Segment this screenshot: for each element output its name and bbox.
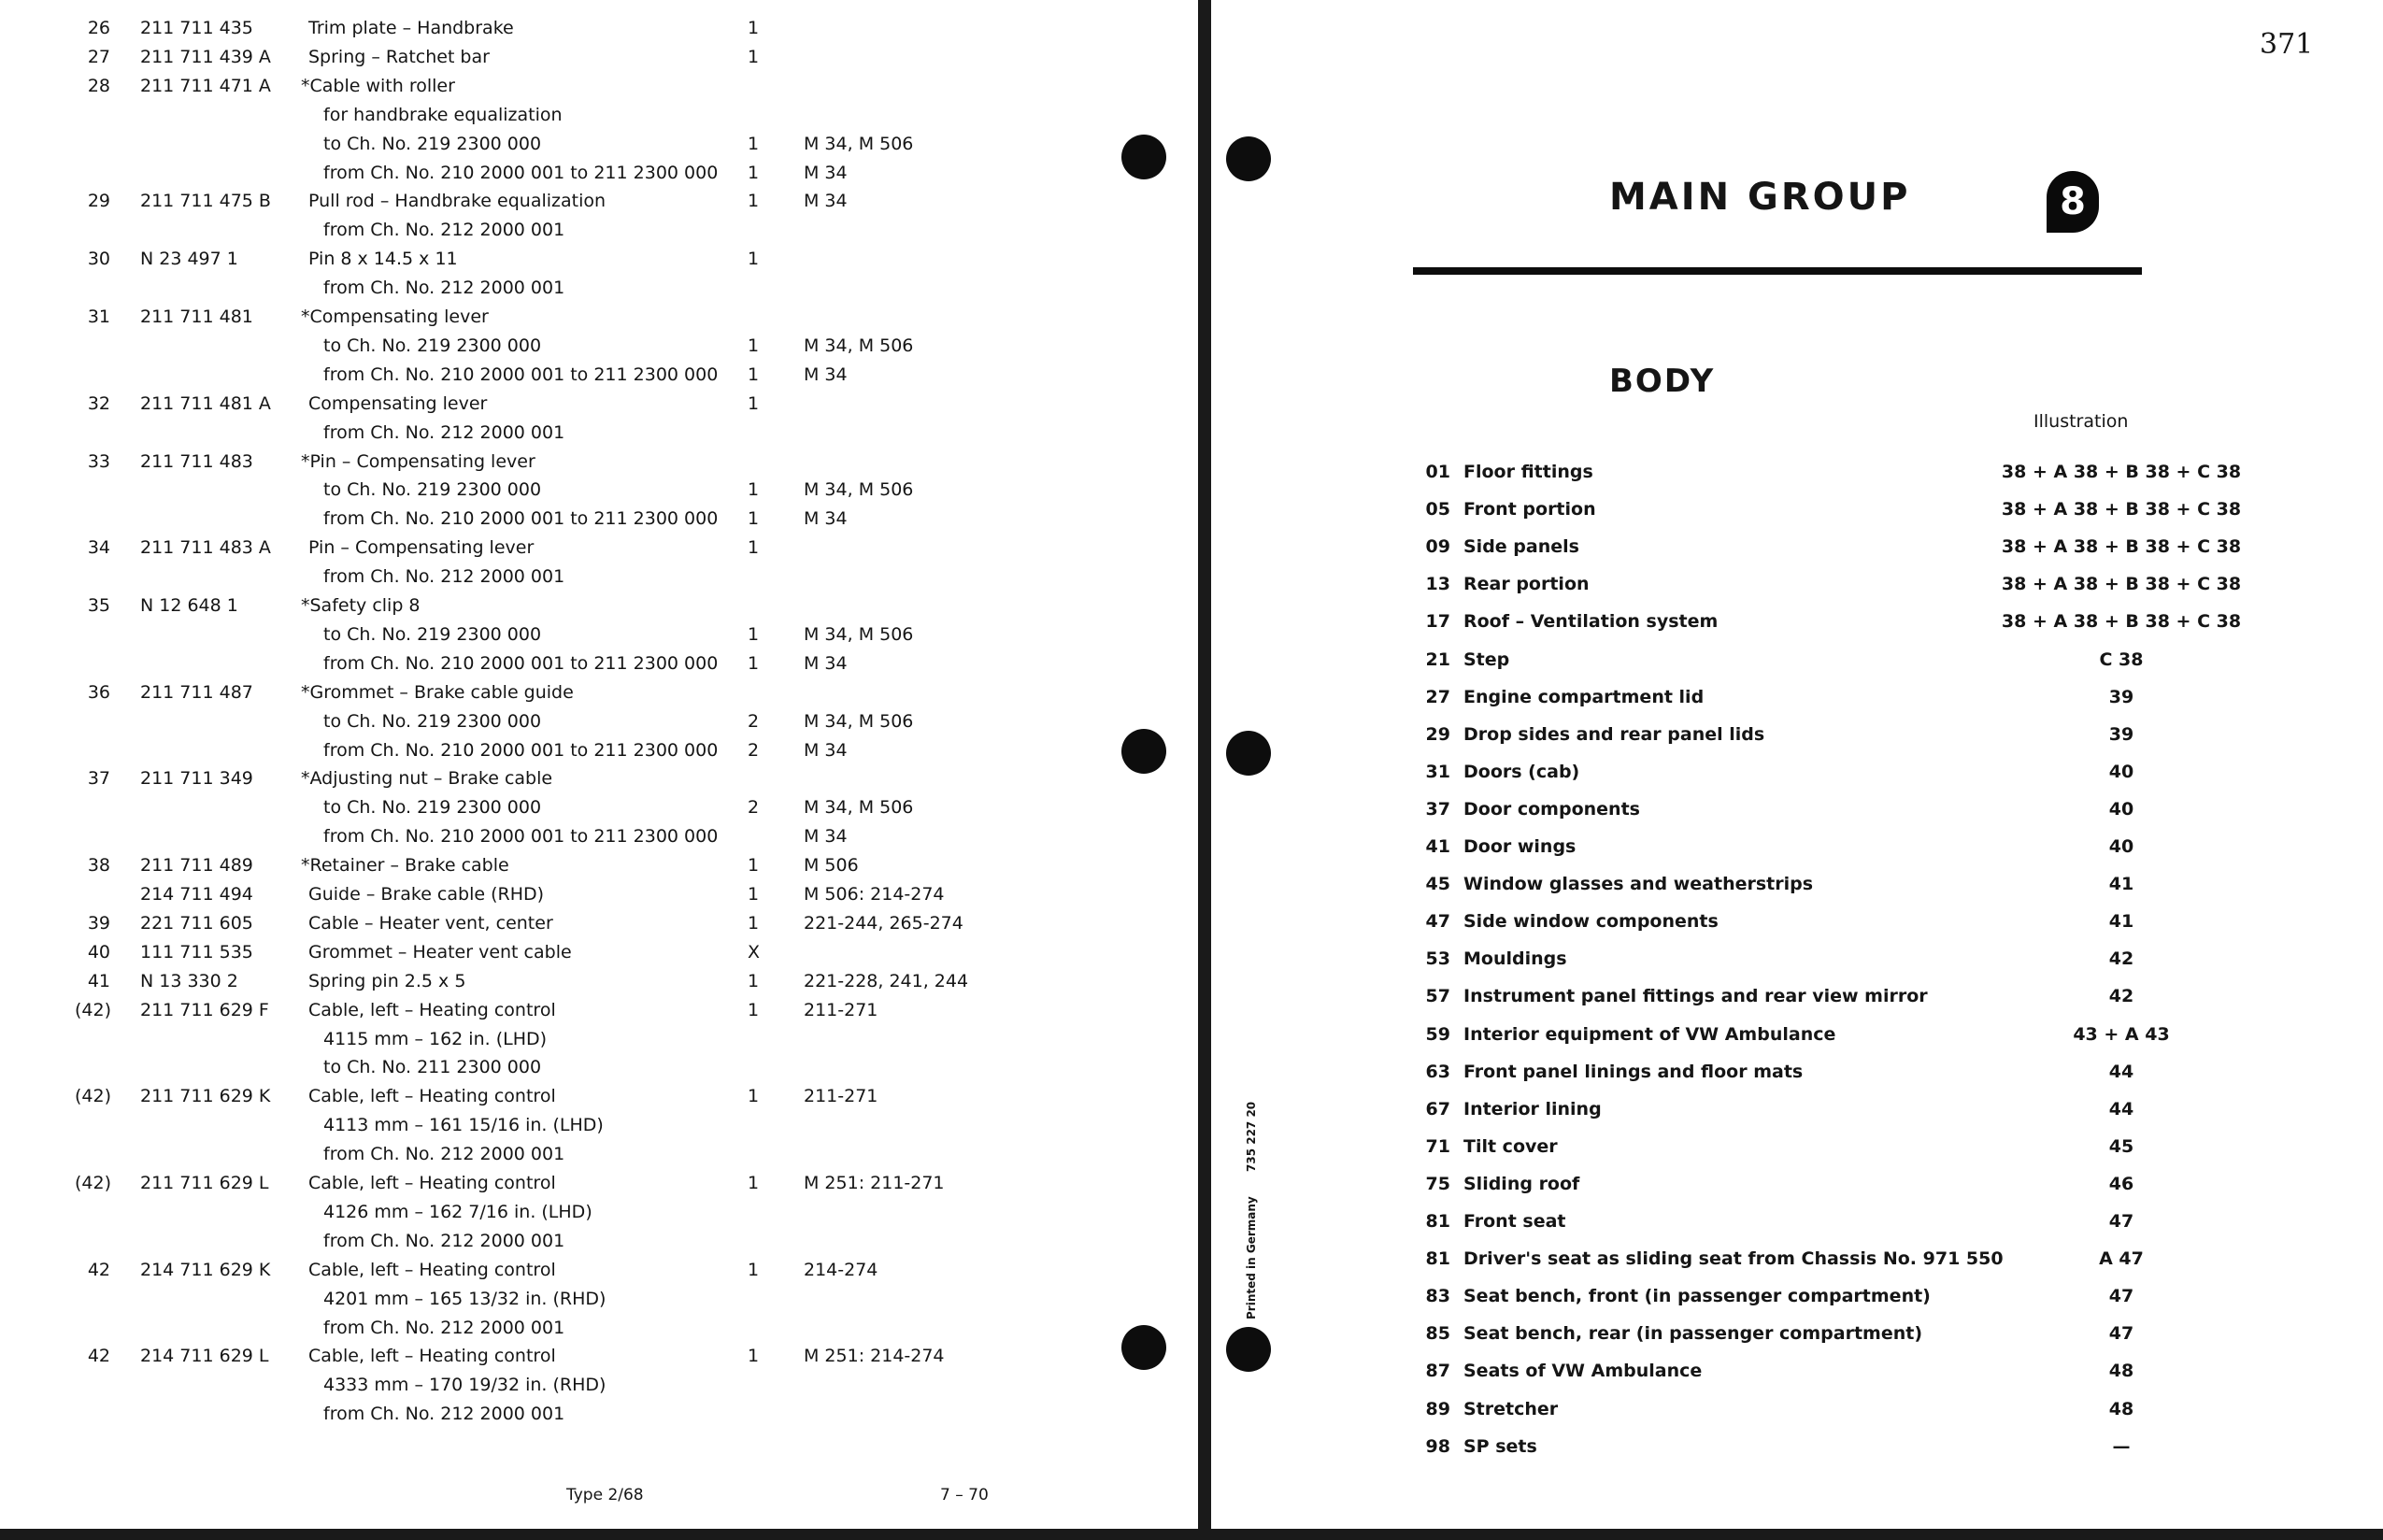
group-label: Front seat [1463, 1211, 1566, 1232]
group-code: 59 [1425, 1023, 1450, 1045]
part-number: 211 711 489 [140, 855, 253, 877]
index-row [0, 574, 2242, 607]
parts-row [0, 277, 1103, 306]
description: Pin – Compensating lever [308, 537, 535, 559]
group-label: Interior lining [1463, 1098, 1602, 1119]
description: 4113 mm – 161 15/16 in. (LHD) [323, 1115, 604, 1136]
index-row [0, 798, 2134, 833]
group-code: 05 [1425, 499, 1450, 520]
part-number: N 13 330 2 [140, 970, 238, 991]
part-number: 111 711 535 [140, 941, 253, 962]
remark: M 34 [804, 162, 848, 183]
index-row [0, 1323, 2134, 1357]
description: to Ch. No. 219 2300 000 [323, 623, 542, 645]
group-code: 63 [1425, 1061, 1450, 1082]
illustration-ref: — [2112, 1435, 2131, 1457]
description: from Ch. No. 210 2000 001 to 211 2300 000 [323, 162, 719, 183]
parts-row [0, 133, 1103, 162]
part-number: 211 711 435 [140, 18, 253, 38]
group-label: Front portion [1463, 499, 1596, 520]
quantity: 2 [748, 739, 760, 761]
quantity: 1 [748, 1086, 760, 1107]
group-label: Side window components [1463, 911, 1719, 933]
page-gutter [1198, 0, 1211, 1540]
group-label: Drop sides and rear panel lids [1463, 723, 1765, 745]
illustration-ref: 38 + A 38 + B 38 + C 38 [2001, 536, 2242, 558]
group-label: Sliding roof [1463, 1173, 1580, 1194]
remark: M 34, M 506 [804, 797, 914, 819]
group-code: 81 [1425, 1211, 1450, 1232]
spine-printed-in: Printed in Germany [1245, 1196, 1258, 1319]
row-number: 33 [87, 450, 110, 472]
quantity: 1 [748, 1259, 760, 1280]
index-row [0, 1061, 2134, 1095]
remark: M 506: 214-274 [804, 884, 945, 905]
description: to Ch. No. 219 2300 000 [323, 479, 542, 501]
illustration-ref: 45 [2108, 1135, 2134, 1157]
description: from Ch. No. 212 2000 001 [323, 1317, 565, 1338]
illustration-ref: 42 [2108, 986, 2134, 1007]
illustration-ref: 42 [2108, 948, 2134, 970]
description: to Ch. No. 219 2300 000 [323, 797, 542, 819]
binder-hole [1226, 136, 1271, 181]
quantity: 1 [748, 18, 760, 38]
parts-row [0, 46, 1103, 75]
binder-hole [1226, 1327, 1271, 1372]
parts-row [0, 392, 1103, 421]
remark: M 34, M 506 [804, 479, 914, 501]
row-number: 30 [87, 249, 110, 270]
illustration-ref: 44 [2108, 1098, 2134, 1119]
quantity: 1 [748, 508, 760, 530]
illustration-ref: 39 [2108, 723, 2134, 745]
remark: M 251: 211-271 [804, 1173, 945, 1193]
illustration-ref: C 38 [2099, 649, 2144, 670]
description: from Ch. No. 212 2000 001 [323, 1404, 565, 1425]
index-row [0, 1286, 2134, 1319]
group-label: Step [1463, 649, 1510, 670]
group-code: 01 [1425, 462, 1450, 482]
group-number-badge: 8 [2047, 171, 2099, 233]
group-label: Side panels [1463, 536, 1579, 558]
group-label: Stretcher [1463, 1398, 1559, 1419]
index-row [0, 1211, 2134, 1245]
remark: M 34 [804, 739, 848, 761]
index-row [0, 1398, 2134, 1433]
quantity: 1 [748, 364, 760, 385]
description: from Ch. No. 212 2000 001 [323, 566, 565, 588]
description: 4115 mm – 162 in. (LHD) [323, 1028, 548, 1049]
remark: M 506 [804, 855, 859, 877]
main-title: MAIN GROUP [1609, 176, 1911, 219]
part-number: 211 711 481 A [140, 392, 271, 414]
row-number: 32 [87, 392, 110, 414]
group-code: 57 [1425, 986, 1450, 1007]
quantity: 1 [748, 133, 760, 154]
quantity: 1 [748, 652, 760, 674]
group-code: 75 [1425, 1173, 1450, 1194]
part-number: 211 711 471 A [140, 75, 271, 96]
group-code: 81 [1425, 1248, 1450, 1270]
illustration-ref: 47 [2108, 1211, 2134, 1232]
section-title: BODY [1609, 363, 1716, 400]
part-number: N 23 497 1 [140, 249, 238, 270]
description: from Ch. No. 212 2000 001 [323, 220, 565, 241]
quantity: 1 [748, 623, 760, 645]
index-row [0, 686, 2134, 720]
group-label: Seat bench, rear (in passenger compartment) [1463, 1323, 1923, 1345]
illustration-ref: 40 [2108, 836, 2134, 857]
quantity: X [748, 941, 761, 962]
description: from Ch. No. 212 2000 001 [323, 1144, 565, 1165]
group-label: Seat bench, front (in passenger compartment) [1463, 1286, 1931, 1307]
description: Cable, left – Heating control [308, 1346, 556, 1367]
illustration-ref: 40 [2108, 761, 2134, 782]
illustration-ref: 38 + A 38 + B 38 + C 38 [2001, 611, 2242, 633]
remark: 221-244, 265-274 [804, 912, 963, 934]
description: to Ch. No. 219 2300 000 [323, 133, 542, 154]
index-row [0, 874, 2134, 907]
illustration-ref: 44 [2108, 1061, 2134, 1082]
description: Spring pin 2.5 x 5 [308, 970, 466, 991]
bottom-edge [0, 1529, 2383, 1540]
description: *Pin – Compensating lever [301, 450, 535, 472]
quantity: 1 [748, 392, 760, 414]
description: Guide – Brake cable (RHD) [308, 884, 545, 905]
description: from Ch. No. 212 2000 001 [323, 1230, 565, 1251]
quantity: 1 [748, 191, 760, 212]
binder-hole [1121, 135, 1166, 179]
row-number: 38 [87, 855, 110, 877]
part-number: 214 711 629 K [140, 1259, 271, 1280]
group-code: 13 [1425, 574, 1450, 595]
row-number: 26 [87, 18, 110, 38]
part-number: 211 711 629 K [140, 1086, 271, 1107]
index-row [0, 462, 2242, 495]
quantity: 1 [748, 162, 760, 183]
illustration-ref: 38 + A 38 + B 38 + C 38 [2001, 499, 2242, 520]
index-row [0, 723, 2134, 758]
group-code: 89 [1425, 1398, 1450, 1419]
group-label: Front panel linings and floor mats [1463, 1061, 1804, 1082]
illustration-ref: 38 + A 38 + B 38 + C 38 [2001, 462, 2242, 482]
part-number: 211 711 483 [140, 450, 253, 472]
group-label: Interior equipment of VW Ambulance [1463, 1023, 1836, 1045]
remark: M 34, M 506 [804, 623, 914, 645]
remark: M 34 [804, 191, 848, 212]
description: from Ch. No. 210 2000 001 to 211 2300 000 [323, 652, 719, 674]
quantity: 1 [748, 1173, 760, 1193]
title-rule [1413, 267, 2142, 275]
row-number: 34 [87, 537, 110, 559]
remark: M 34, M 506 [804, 710, 914, 732]
row-number: 31 [87, 307, 110, 327]
group-code: 45 [1425, 874, 1450, 895]
description: *Safety clip 8 [301, 595, 421, 616]
group-code: 09 [1425, 536, 1450, 558]
index-row [0, 649, 2144, 683]
index-row [0, 611, 2242, 645]
group-label: Door components [1463, 798, 1640, 820]
description: from Ch. No. 210 2000 001 to 211 2300 000 [323, 739, 719, 761]
remark: M 251: 214-274 [804, 1346, 945, 1367]
group-code: 31 [1425, 761, 1450, 782]
index-row [0, 948, 2134, 982]
remark: M 34 [804, 652, 848, 674]
illustration-ref: 43 + A 43 [2073, 1023, 2170, 1045]
quantity: 1 [748, 999, 760, 1020]
part-number: 211 711 629 F [140, 999, 269, 1020]
index-row [0, 499, 2242, 533]
group-label: Mouldings [1463, 948, 1567, 970]
quantity: 1 [748, 46, 760, 67]
row-number: 36 [87, 681, 110, 703]
group-label: Instrument panel fittings and rear view mirror [1463, 986, 1928, 1007]
part-number: 211 711 439 A [140, 46, 271, 67]
row-number: 40 [87, 941, 110, 962]
remark: 211-271 [804, 1086, 878, 1107]
description: Cable, left – Heating control [308, 999, 556, 1020]
group-code: 27 [1425, 686, 1450, 707]
quantity: 1 [748, 249, 760, 270]
parts-row [0, 421, 1103, 450]
illustration-ref: 47 [2108, 1323, 2134, 1345]
quantity: 2 [748, 710, 760, 732]
quantity: 1 [748, 537, 760, 559]
row-number: (42) [75, 1173, 112, 1193]
index-row [0, 761, 2134, 795]
part-number: N 12 648 1 [140, 595, 238, 616]
illustration-ref: 41 [2108, 874, 2134, 895]
row-number: (42) [75, 1086, 112, 1107]
part-number: 211 711 629 L [140, 1173, 269, 1193]
illustration-ref: 39 [2108, 686, 2134, 707]
parts-row [0, 364, 1103, 392]
parts-row [0, 162, 1103, 191]
row-number: 42 [87, 1259, 110, 1280]
group-code: 87 [1425, 1361, 1450, 1382]
illustration-ref: 47 [2108, 1286, 2134, 1307]
remark: M 34, M 506 [804, 335, 914, 356]
page-stamp: 371 [2260, 28, 2314, 61]
group-code: 71 [1425, 1135, 1450, 1157]
group-code: 98 [1425, 1435, 1450, 1457]
group-label: Window glasses and weatherstrips [1463, 874, 1814, 895]
spine-code: 735 227 20 [1245, 1101, 1258, 1172]
footer-page-number: 7 – 70 [940, 1486, 989, 1504]
description: Cable, left – Heating control [308, 1259, 556, 1280]
group-code: 41 [1425, 836, 1450, 857]
remark: M 34 [804, 508, 848, 530]
description: Trim plate – Handbrake [308, 18, 514, 38]
group-code: 67 [1425, 1098, 1450, 1119]
spine-print [1232, 1103, 1269, 1327]
part-number: 214 711 494 [140, 884, 253, 905]
row-number: 29 [87, 191, 110, 212]
row-number: 41 [87, 970, 110, 991]
part-number: 211 711 483 A [140, 537, 271, 559]
part-number: 214 711 629 L [140, 1346, 269, 1367]
row-number: 35 [87, 595, 110, 616]
remark: 221-228, 241, 244 [804, 970, 969, 991]
index-row [0, 911, 2134, 945]
index-row [0, 1135, 2134, 1170]
group-code: 37 [1425, 798, 1450, 820]
group-label: SP sets [1463, 1435, 1537, 1457]
group-label: Seats of VW Ambulance [1463, 1361, 1703, 1382]
description: from Ch. No. 210 2000 001 to 211 2300 000 [323, 508, 719, 530]
description: *Cable with roller [301, 75, 455, 96]
group-code: 53 [1425, 948, 1450, 970]
description: to Ch. No. 211 2300 000 [323, 1057, 542, 1078]
index-row [0, 1435, 2131, 1470]
description: Cable, left – Heating control [308, 1086, 556, 1107]
row-number: 27 [87, 46, 110, 67]
parts-row [0, 190, 1103, 219]
description: from Ch. No. 210 2000 001 to 211 2300 000 [323, 364, 719, 385]
remark: 214-274 [804, 1259, 878, 1280]
quantity: 1 [748, 970, 760, 991]
group-code: 17 [1425, 611, 1450, 633]
binder-hole [1226, 731, 1271, 776]
group-label: Tilt cover [1463, 1135, 1558, 1157]
description: 4126 mm – 162 7/16 in. (LHD) [323, 1201, 592, 1222]
group-label: Doors (cab) [1463, 761, 1580, 782]
remark: M 34, M 506 [804, 133, 914, 154]
group-label: Floor fittings [1463, 462, 1593, 482]
description: 4201 mm – 165 13/32 in. (RHD) [323, 1288, 606, 1309]
illustration-header: Illustration [2033, 411, 2129, 432]
parts-row [0, 75, 1103, 104]
description: to Ch. No. 219 2300 000 [323, 335, 542, 356]
parts-row [0, 335, 1103, 364]
index-row [0, 1248, 2144, 1282]
group-code: 29 [1425, 723, 1450, 745]
footer-date: Type 2/68 [566, 1486, 644, 1504]
part-number: 211 711 349 [140, 768, 253, 790]
illustration-ref: 46 [2108, 1173, 2134, 1194]
remark: M 34 [804, 364, 848, 385]
parts-row [0, 306, 1103, 335]
row-number: 42 [87, 1346, 110, 1367]
group-code: 83 [1425, 1286, 1450, 1307]
row-number: 37 [87, 768, 110, 790]
index-row [0, 1173, 2134, 1207]
illustration-ref: A 47 [2099, 1248, 2144, 1270]
index-row [0, 1098, 2134, 1133]
remark: 211-271 [804, 999, 878, 1020]
group-code: 47 [1425, 911, 1450, 933]
description: *Retainer – Brake cable [301, 855, 509, 877]
part-number: 211 711 487 [140, 681, 253, 703]
illustration-ref: 41 [2108, 911, 2134, 933]
row-number: (42) [75, 999, 112, 1020]
parts-row [0, 248, 1103, 277]
index-row [0, 536, 2242, 570]
row-number: 39 [87, 912, 110, 934]
index-row [0, 1023, 2170, 1058]
index-row [0, 1361, 2134, 1394]
parts-row [0, 104, 1103, 133]
group-label: Driver's seat as sliding seat from Chassis No. 971 550 [1463, 1248, 2004, 1270]
description: *Grommet – Brake cable guide [301, 681, 574, 703]
illustration-ref: 48 [2108, 1361, 2134, 1382]
illustration-ref: 40 [2108, 798, 2134, 820]
part-number: 211 711 475 B [140, 191, 271, 212]
parts-row [0, 17, 1103, 46]
illustration-ref: 38 + A 38 + B 38 + C 38 [2001, 574, 2242, 595]
description: from Ch. No. 210 2000 001 to 211 2300 000 [323, 826, 719, 848]
description: Pull rod – Handbrake equalization [308, 191, 606, 212]
description: for handbrake equalization [323, 104, 563, 125]
description: Cable – Heater vent, center [308, 912, 553, 934]
description: Pin 8 x 14.5 x 11 [308, 249, 458, 270]
part-number: 211 711 481 [140, 307, 253, 327]
illustration-ref: 48 [2108, 1398, 2134, 1419]
description: *Adjusting nut – Brake cable [301, 768, 553, 790]
quantity: 1 [748, 884, 760, 905]
group-label: Roof – Ventilation system [1463, 611, 1719, 633]
group-label: Engine compartment lid [1463, 686, 1705, 707]
parts-row [0, 219, 1103, 248]
description: 4333 mm – 170 19/32 in. (RHD) [323, 1375, 606, 1396]
quantity: 1 [748, 1346, 760, 1367]
quantity: 1 [748, 855, 760, 877]
row-number: 28 [87, 75, 110, 96]
group-label: Door wings [1463, 836, 1577, 857]
group-code: 21 [1425, 649, 1450, 670]
part-number: 221 711 605 [140, 912, 253, 934]
quantity: 1 [748, 479, 760, 501]
description: Spring – Ratchet bar [308, 46, 490, 67]
index-row [0, 836, 2134, 870]
group-code: 85 [1425, 1323, 1450, 1345]
description: to Ch. No. 219 2300 000 [323, 710, 542, 732]
quantity: 1 [748, 912, 760, 934]
description: from Ch. No. 212 2000 001 [323, 421, 565, 443]
remark: M 34 [804, 826, 848, 848]
description: Grommet – Heater vent cable [308, 941, 572, 962]
description: from Ch. No. 212 2000 001 [323, 278, 565, 299]
description: *Compensating lever [301, 307, 489, 327]
quantity: 1 [748, 335, 760, 356]
quantity: 2 [748, 797, 760, 819]
description: Compensating lever [308, 392, 488, 414]
index-row [0, 986, 2134, 1020]
group-label: Rear portion [1463, 574, 1590, 595]
description: Cable, left – Heating control [308, 1173, 556, 1193]
